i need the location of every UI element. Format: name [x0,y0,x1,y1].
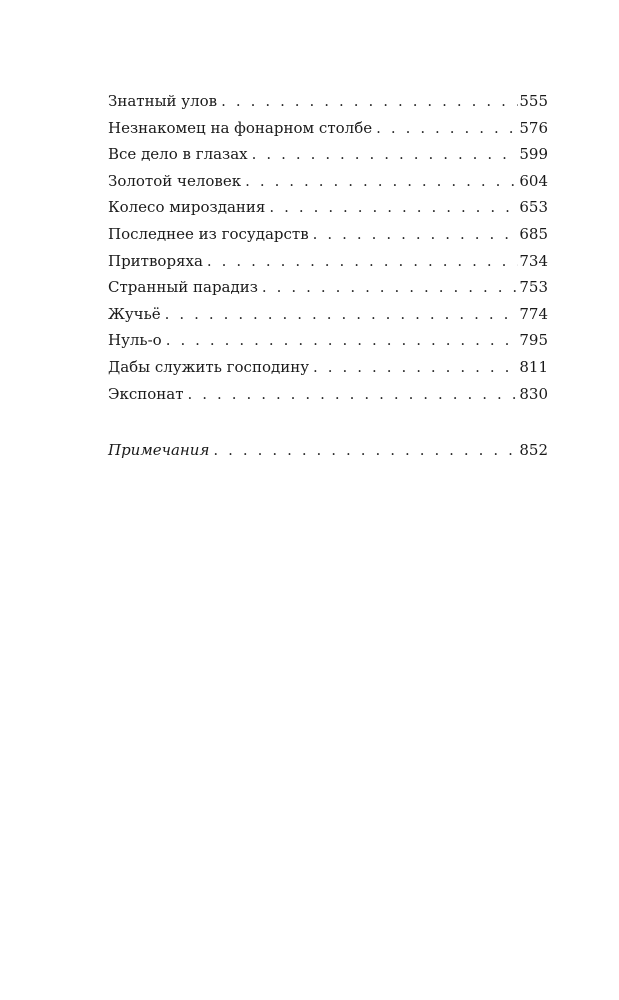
toc-entry-page: 576 [519,118,548,137]
toc-dot-leader [245,168,518,195]
toc-dot-leader [376,115,518,142]
toc-entry-page: 795 [519,331,548,350]
toc-dot-leader [262,274,518,301]
toc-entry[interactable] [108,248,548,275]
toc-entry-page: 811 [519,357,548,376]
toc-entry-title: Жучьё [108,304,161,323]
toc-entry[interactable] [108,194,548,221]
toc-entry-title: Знатный улов [108,92,218,110]
toc-entry-title: Последнее из государств [108,224,309,243]
toc-entry-page: 685 [519,224,548,243]
toc-entry[interactable] [108,141,548,168]
toc-entry[interactable] [108,381,548,408]
table-of-contents [108,88,548,464]
toc-entry[interactable] [108,88,548,115]
toc-entry[interactable] [108,354,548,381]
toc-entry[interactable] [108,221,548,248]
toc-entry-title: Золотой человек [108,171,242,190]
toc-dot-leader [269,194,518,221]
toc-dot-leader [313,221,519,248]
toc-dot-leader [207,248,518,275]
toc-notes-page: 852 [519,441,548,460]
toc-entry-page: 734 [519,251,548,270]
toc-entry-title: Дабы служить господину [108,357,310,376]
toc-entry-page: 753 [519,278,548,297]
toc-entry[interactable] [108,274,548,301]
toc-dot-leader [165,301,519,328]
toc-entry-title: Странный парадиз [108,278,258,297]
toc-section-gap [108,407,548,437]
toc-entry-page: 604 [519,171,548,190]
toc-entry-notes[interactable] [108,437,548,464]
toc-dot-leader [213,437,518,464]
toc-entry-title: Притворяха [108,251,203,270]
toc-entry-title: Нуль-о [108,331,162,350]
toc-entry-title: Незнакомец на фонарном столбе [108,118,373,137]
toc-list [108,88,548,407]
toc-dot-leader [166,327,519,354]
toc-entry-title: Все дело в глазах [108,145,248,164]
toc-entry[interactable] [108,301,548,328]
toc-dot-leader [252,141,519,168]
toc-entry[interactable] [108,327,548,354]
toc-entry-title: Экспонат [108,384,184,403]
toc-entry-page: 774 [519,304,548,323]
toc-dot-leader [221,88,518,115]
toc-entry[interactable] [108,168,548,195]
toc-notes-list [108,437,548,464]
toc-entry-page: 830 [519,384,548,403]
toc-entry-title: Колесо мироздания [108,198,266,217]
toc-entry-page: 599 [519,145,548,164]
toc-dot-leader [188,381,519,408]
toc-notes-title: Примечания [108,441,210,460]
toc-entry[interactable] [108,115,548,142]
toc-entry-page: 653 [519,198,548,217]
toc-entry-page: 555 [519,92,548,110]
toc-dot-leader [313,354,518,381]
